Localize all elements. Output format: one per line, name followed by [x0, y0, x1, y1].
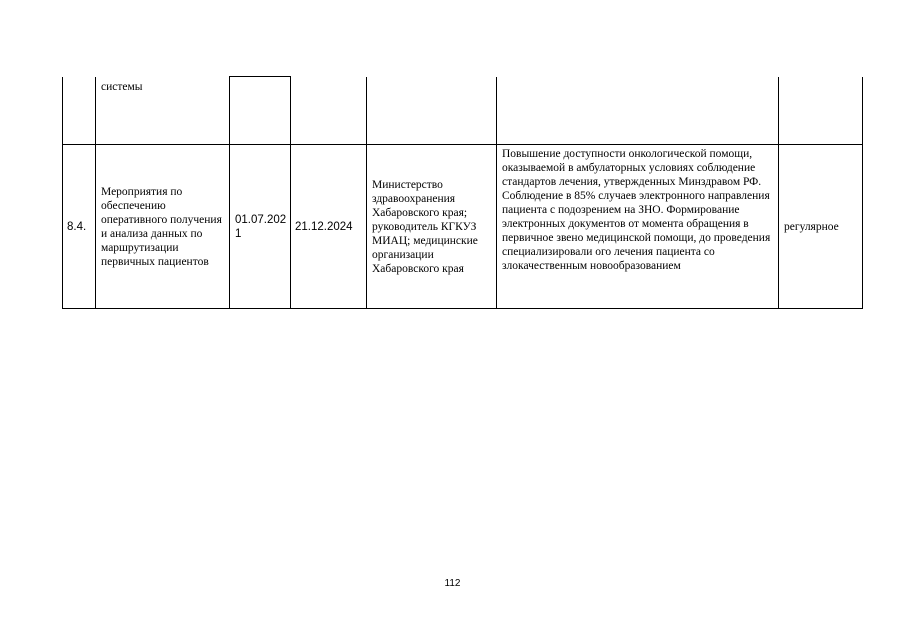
cell-start-date — [230, 77, 291, 145]
cell-number — [63, 77, 96, 145]
cell-activity: Мероприятия по обеспечению оперативного получения и анализа данных по маршрутизации первичных пациентов — [96, 145, 230, 309]
page-number: 112 — [444, 578, 461, 589]
cell-result: Повышение доступности онкологической помощи, оказываемой в амбулаторных условиях соблюдение стандартов лечения, утвержденных Минздравом РФ. Соблюдение в 85% случаев электронного направления пациента с подозрением на ЗНО. Формирование электронных документов от момента обращения в первичное звено медицинской помощи, до проведения специализировали ого лечения пациента со злокачественным новообразованием — [497, 145, 779, 309]
cell-end-date — [291, 77, 367, 145]
cell-responsible — [367, 77, 497, 145]
cell-start-date: 01.07.2021 — [230, 145, 291, 309]
cell-activity: системы — [96, 77, 230, 145]
cell-periodicity: регулярное — [779, 145, 863, 309]
table-row-8-4 — [63, 145, 863, 309]
cell-end-date: 21.12.2024 — [291, 145, 367, 309]
table-row-continuation — [63, 77, 863, 145]
measures-table — [62, 76, 863, 309]
cell-number: 8.4. — [63, 145, 96, 309]
cell-responsible: Министерство здравоохранения Хабаровского края; руководитель КГКУЗ МИАЦ; медицинские организации Хабаровского края — [367, 145, 497, 309]
cell-result — [497, 77, 779, 145]
cell-periodicity — [779, 77, 863, 145]
